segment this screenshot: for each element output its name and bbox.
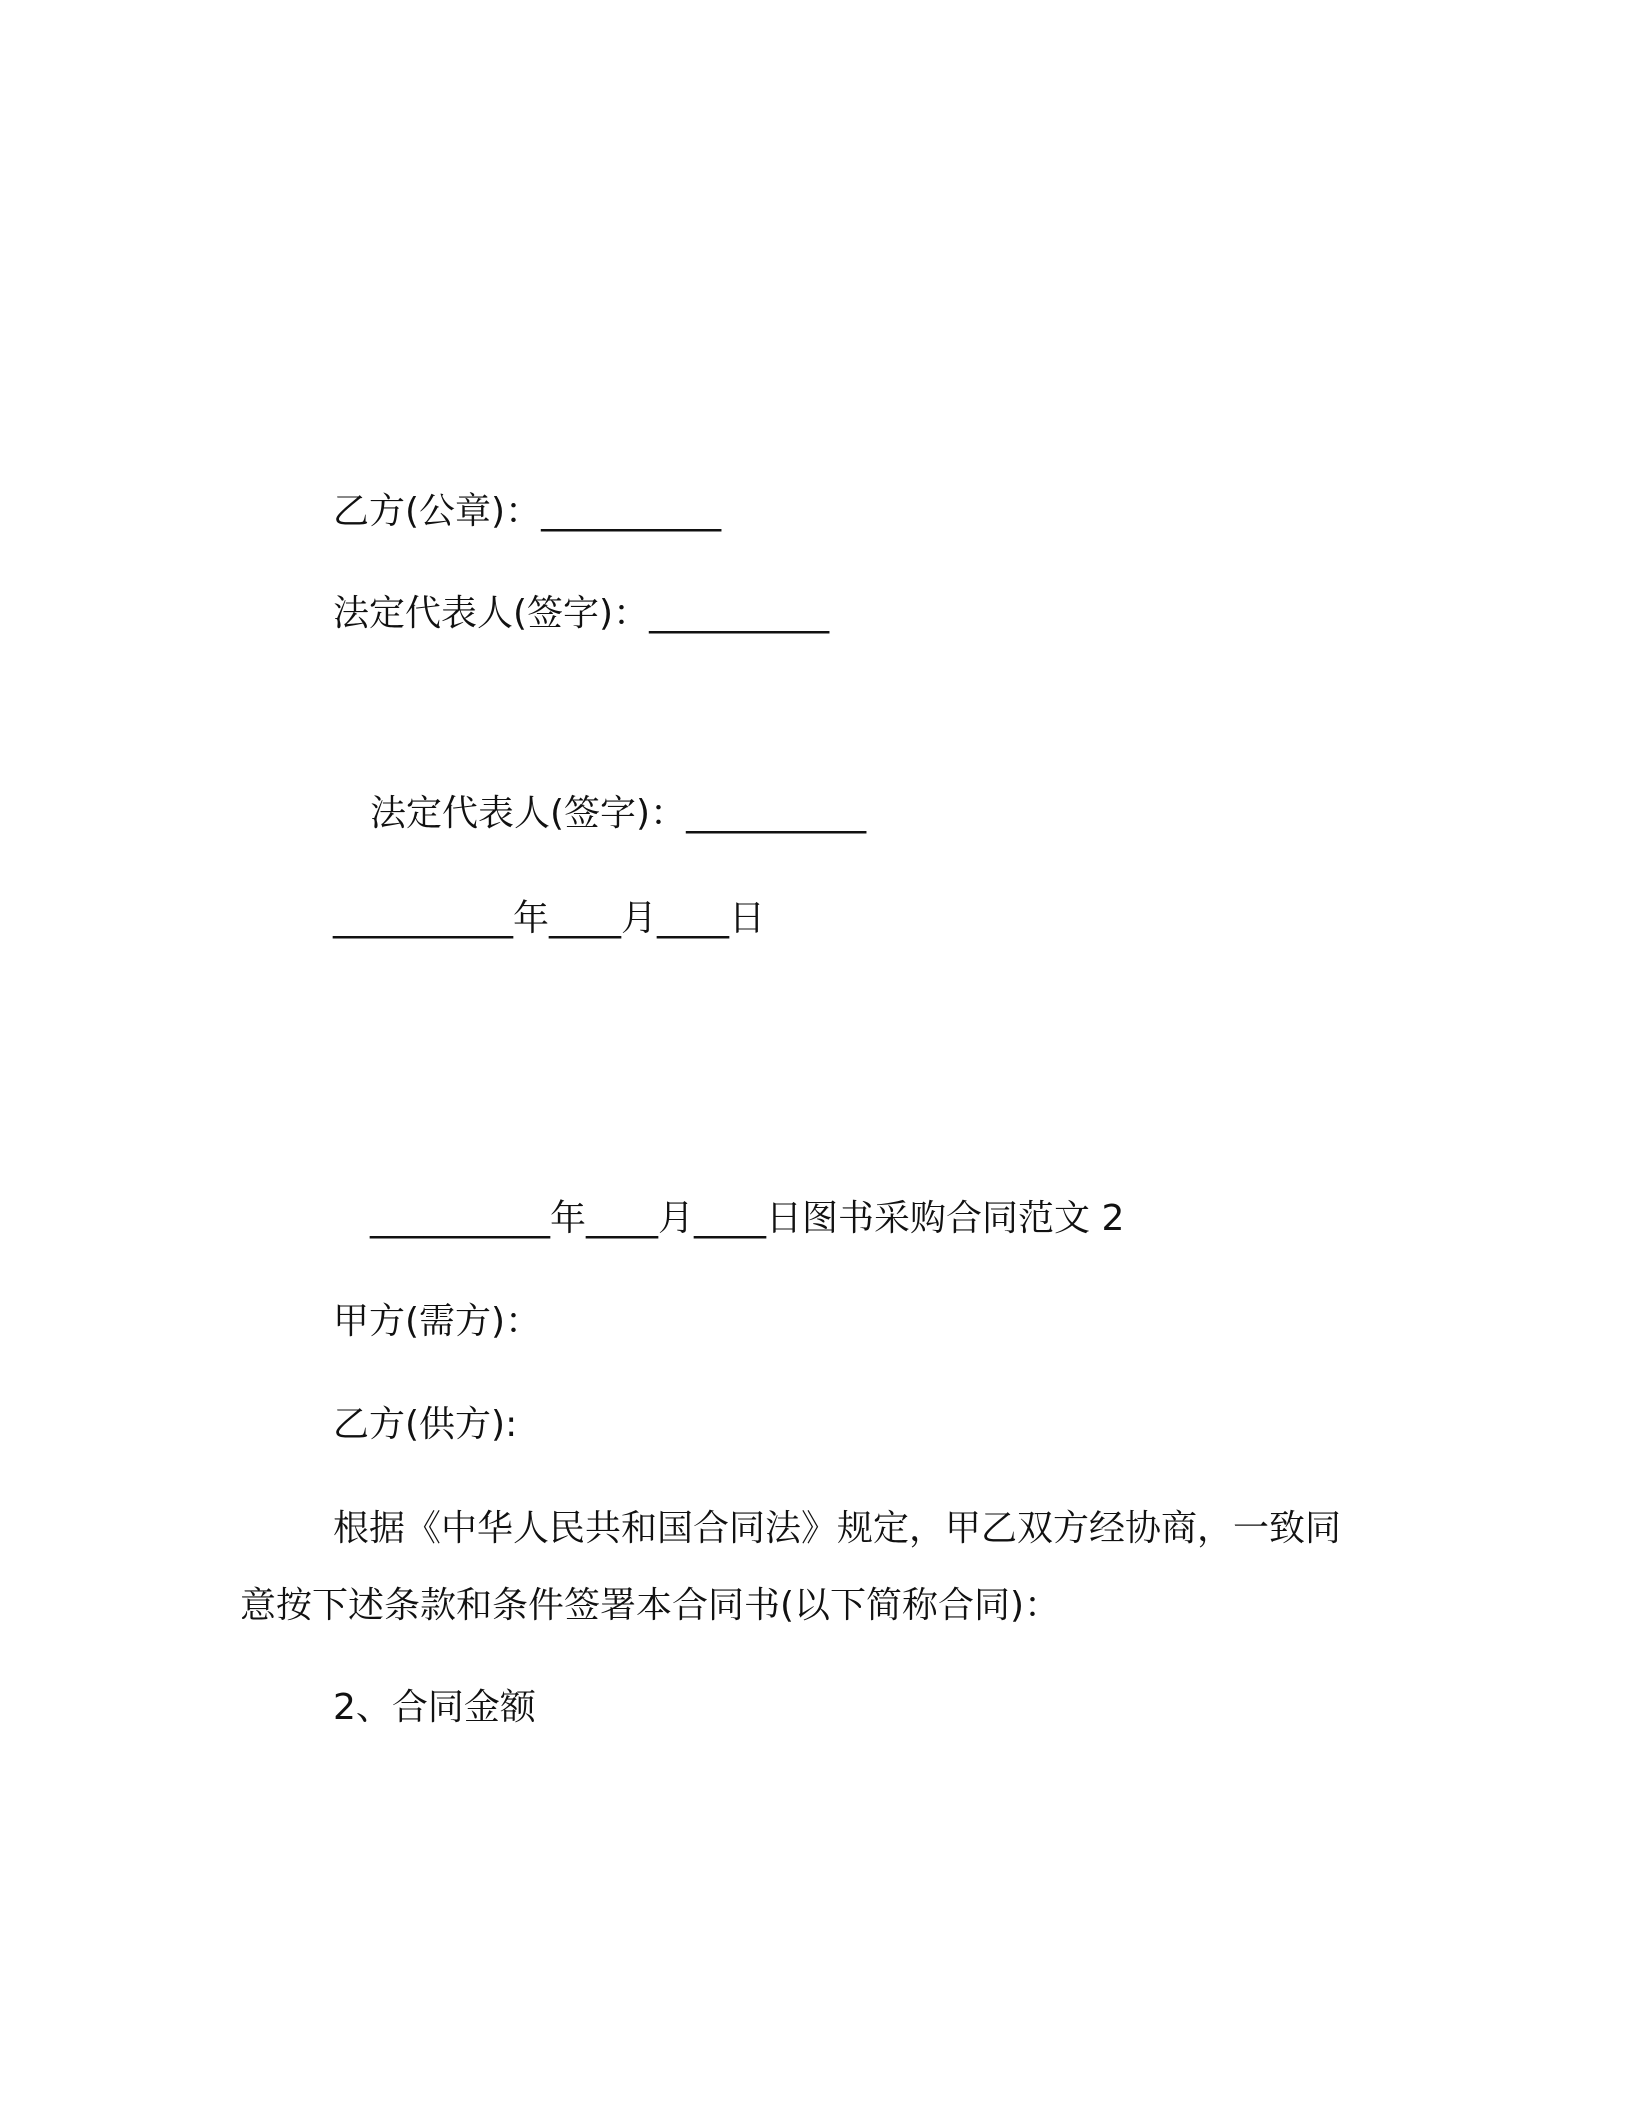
date-line: __________年____月____日	[333, 898, 765, 939]
contract-basis-paragraph-line-2: 意按下述条款和条件签署本合同书(以下简称合同)：	[240, 1585, 1061, 1626]
party-b-seal-line: 乙方(公章)：__________	[333, 491, 722, 532]
legal-representative-signature-line: 法定代表人(签字)：__________	[333, 593, 830, 634]
contract-basis-paragraph-line-1: 根据《中华人民共和国合同法》规定，甲乙双方经协商，一致同	[333, 1508, 1342, 1549]
section-contract-amount-heading: 2、合同金额	[333, 1687, 536, 1728]
party-b-supplier-line: 乙方(供方):	[333, 1404, 518, 1445]
legal-representative-signature-line-2: 法定代表人(签字)：__________	[370, 793, 867, 834]
party-a-buyer-line: 甲方(需方)：	[333, 1301, 542, 1342]
contract-title-line: __________年____月____日图书采购合同范文 2	[370, 1198, 1125, 1239]
